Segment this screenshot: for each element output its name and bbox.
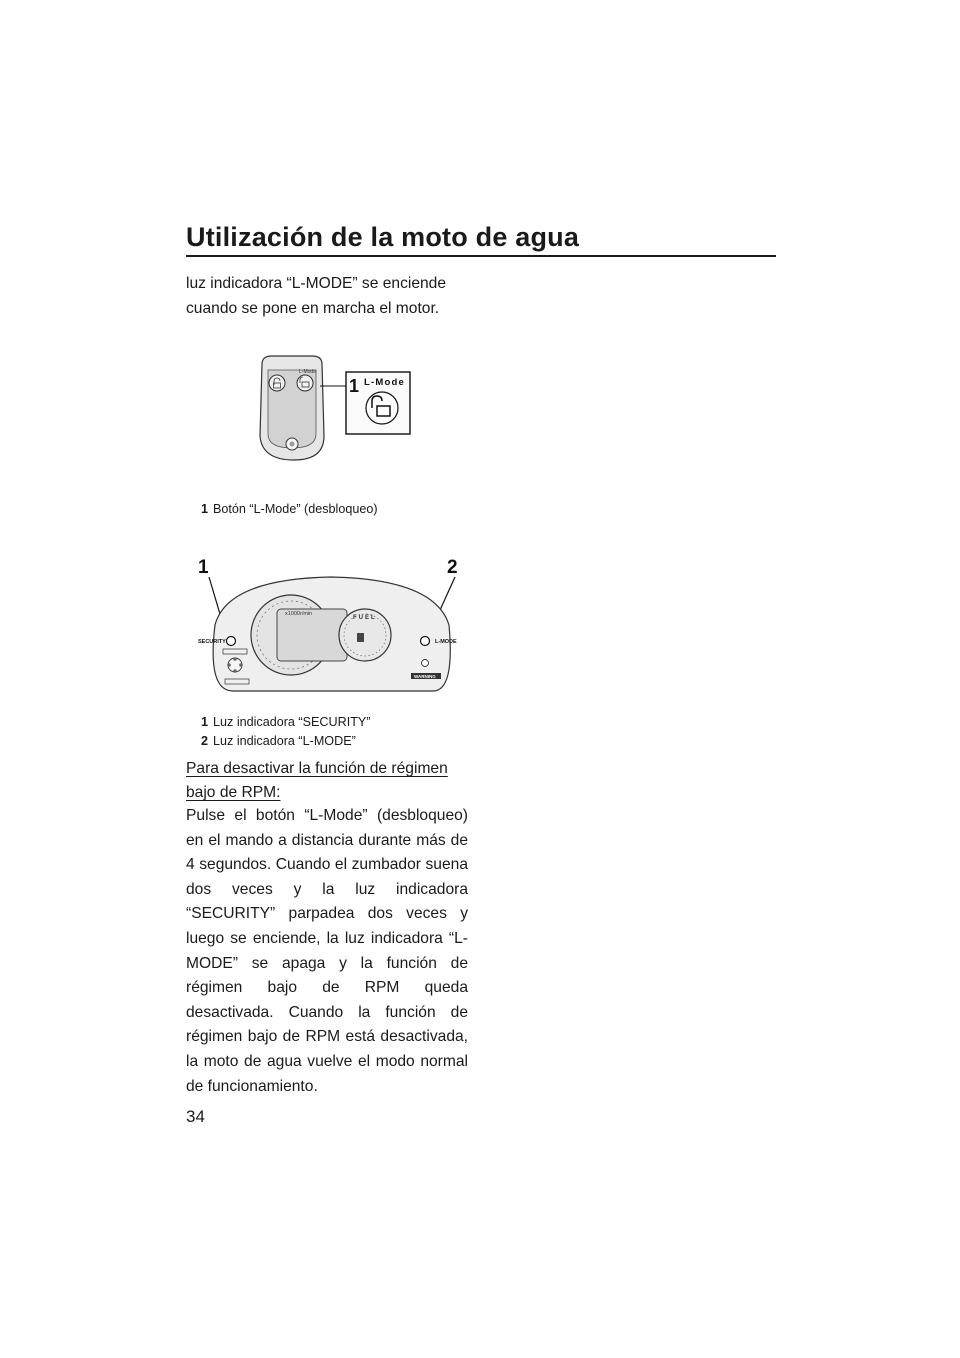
warning-label: WARNING (414, 674, 436, 679)
figure2-callout-left: 1 (198, 557, 209, 578)
figure1-caption-text: Botón “L-Mode” (desbloqueo) (213, 502, 378, 516)
figure2-caption-1 (201, 712, 371, 733)
remote-control-figure (250, 356, 420, 468)
section-heading-text: Para desactivar la función de régimen bajo de RPM: (186, 760, 448, 801)
figure1-caption (201, 499, 378, 520)
figure2-caption-1-number: 1 (201, 715, 209, 729)
figure2-caption-2-text: Luz indicadora “L-MODE” (213, 734, 356, 748)
page-number: 34 (186, 1107, 205, 1126)
page-header-title: Utilización de la moto de agua (186, 222, 580, 252)
rpm-label: x1000r/min (285, 611, 313, 617)
inset-lmode-label: L-Mode (364, 377, 405, 388)
figure2-caption-2 (201, 731, 356, 752)
lmode-indicator-light (421, 637, 430, 646)
figure1-callout-number: 1 (349, 376, 360, 396)
lmode-unlock-button (366, 392, 398, 424)
security-label: SECURITY (198, 639, 226, 645)
instrument-panel-figure (193, 553, 469, 701)
intro-paragraph: luz indicadora “L-MODE” se enciende cuando se pone en marcha el motor. (186, 275, 447, 317)
section-heading (186, 757, 468, 805)
figure2-caption-1-text: Luz indicadora “SECURITY” (213, 715, 371, 729)
figure2-callout-right: 2 (447, 557, 458, 578)
lmode-label: L-MODE (435, 639, 457, 645)
section-body: Pulse el botón “L-Mode” (desbloqueo) en el mando a distancia durante más de 4 segundos. Cuando el zumbador suena dos veces y la luz indicadora “SECURITY” parpadea dos veces y luego se enciende, la luz indicadora “L-MODE” se apaga y la función de régimen bajo de RPM queda desactivada. Cuando la función de régimen bajo de RPM está desactivada, la moto de agua vuelve el modo normal de funcionamiento. (186, 807, 468, 1095)
fuel-label: FUEL (353, 615, 377, 621)
remote-lmode-label: L-Mode (299, 369, 316, 375)
figure1-caption-number: 1 (201, 502, 209, 516)
header-rule (186, 255, 776, 257)
fuel-pump-icon (357, 633, 364, 642)
security-indicator-light (227, 637, 236, 646)
figure2-caption-2-number: 2 (201, 734, 209, 748)
